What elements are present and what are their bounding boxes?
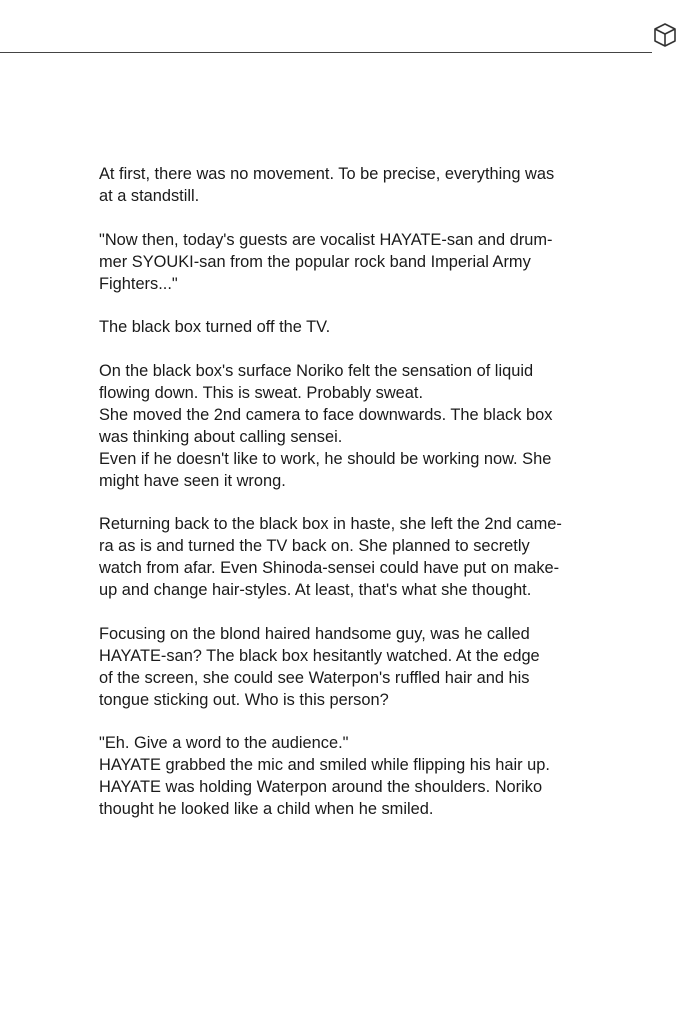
paragraph (99, 733, 619, 821)
text-line: HAYATE was holding Waterpon around the shoulders. Noriko (99, 778, 543, 797)
paragraph (99, 317, 619, 339)
text-line: Fighters..." (99, 274, 178, 293)
text-line: up and change hair-styles. At least, that's what she thought. (99, 581, 532, 600)
text-line: flowing down. This is sweat. Probably sweat. (99, 384, 424, 403)
text-line: watch from afar. Even Shinoda-sensei could have put on make- (99, 559, 560, 578)
text-line: was thinking about calling sensei. (99, 427, 343, 446)
text-line: "Now then, today's guests are vocalist HAYATE-san and drum- (99, 230, 553, 249)
text-line: mer SYOUKI-san from the popular rock band Imperial Army (99, 252, 531, 271)
paragraph (99, 361, 619, 492)
body-text (99, 164, 619, 843)
text-line: at a standstill. (99, 186, 200, 205)
text-line: Returning back to the black box in haste, she left the 2nd came- (99, 515, 562, 534)
text-line: HAYATE grabbed the mic and smiled while flipping his hair up. (99, 756, 550, 775)
cube-icon (651, 20, 679, 50)
text-line: might have seen it wrong. (99, 471, 286, 490)
text-line: She moved the 2nd camera to face downwards. The black box (99, 405, 553, 424)
text-line: The black box turned off the TV. (99, 318, 331, 337)
paragraph (99, 624, 619, 712)
text-line: Focusing on the blond haired handsome guy, was he called (99, 624, 530, 643)
paragraph (99, 164, 619, 208)
paragraph (99, 514, 619, 602)
text-line: of the screen, she could see Waterpon's ruffled hair and his (99, 668, 530, 687)
text-line: thought he looked like a child when he smiled. (99, 800, 434, 819)
header-rule (0, 52, 652, 53)
paragraph (99, 230, 619, 296)
text-line: HAYATE-san? The black box hesitantly watched. At the edge (99, 646, 540, 665)
text-line: At first, there was no movement. To be precise, everything was (99, 165, 555, 183)
text-line: Even if he doesn't like to work, he should be working now. She (99, 449, 552, 468)
text-line: ra as is and turned the TV back on. She planned to secretly (99, 537, 530, 556)
text-line: tongue sticking out. Who is this person? (99, 690, 389, 709)
text-line: On the black box's surface Noriko felt the sensation of liquid (99, 362, 534, 381)
text-line: "Eh. Give a word to the audience." (99, 734, 349, 753)
